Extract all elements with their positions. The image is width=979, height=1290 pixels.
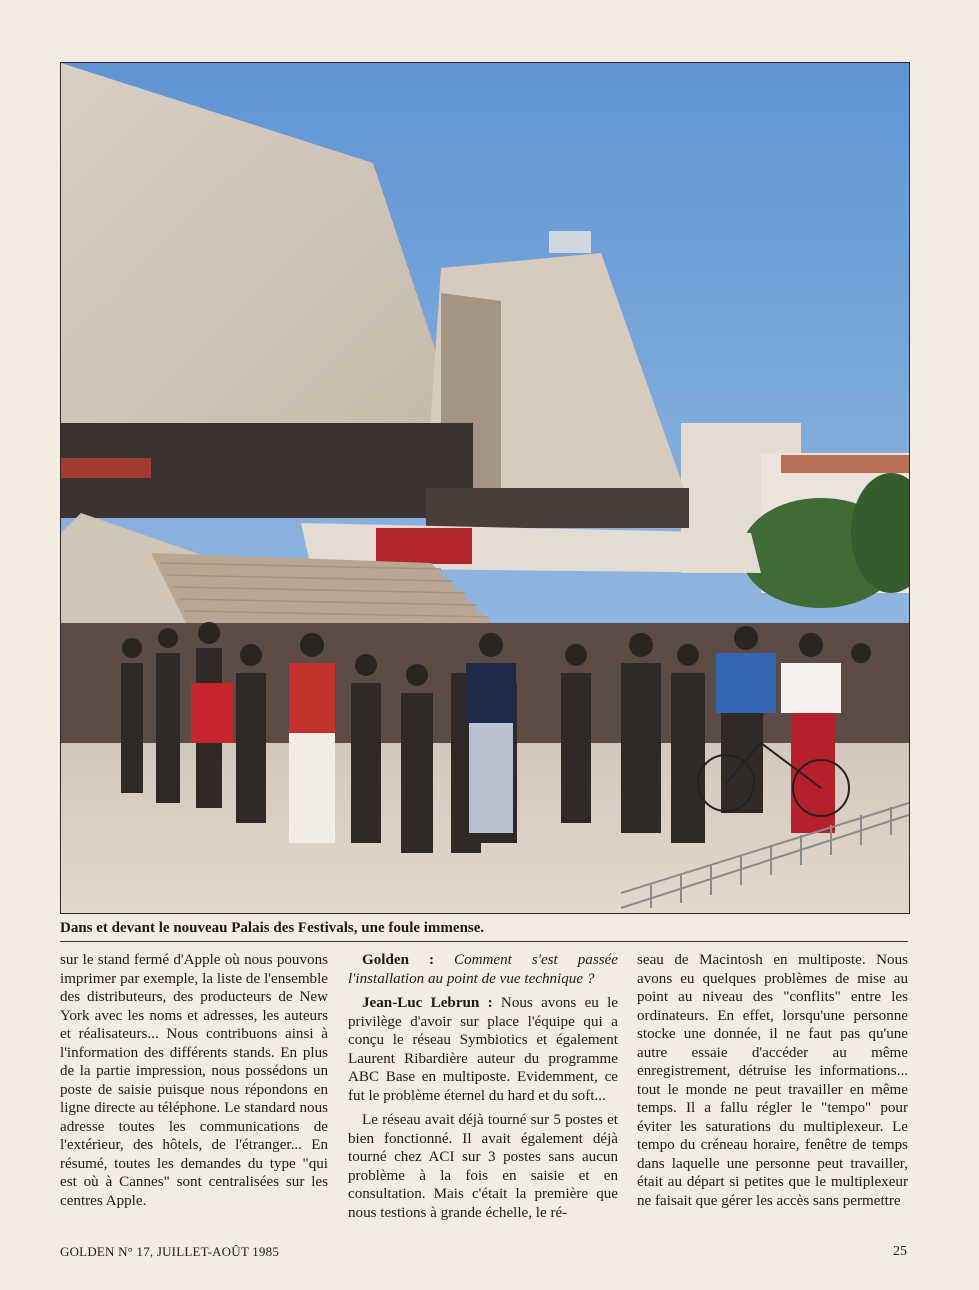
festival-palace-photo	[60, 62, 910, 914]
answer-paragraph-1: Nous avons eu le privilège d'avoir sur place l'équipe qui a conçu le réseau Symbiotics et également Laurent Ribardière auteur du programme ABC Base en multiposte. Evidemment, ce fut le problème éternel du hard et du soft...	[348, 995, 618, 1104]
page-number: 25	[893, 1244, 907, 1259]
answer-paragraph-2: Le réseau avait déjà tourné sur 5 postes et bien fonctionné. Il avait également déjà tourné chez ACI sur 3 postes sans aucun problème à la fois en saisie et en consultation. Mais c'était la première que nous testions à grande échelle, le ré-	[348, 1112, 618, 1221]
interviewer-name: Golden :	[362, 952, 434, 968]
column-1-text: sur le stand fermé d'Apple où nous pouvons imprimer par exemple, la liste de l'ensemble des distributeurs, des producteurs de New York avec les noms et adresses, les auteurs et réalisateurs... Nous contribuons ainsi à l'information des différents stands. En plus de la partie impression, nous possédons un poste de saisie puisque nous répondons en ligne directe au téléphone. Le standard nous adresse toutes les communications de l'extérieur, des hôtels, de l'étranger... En résumé, toutes les demandes du type "qui est où à Cannes" sont centralisées sur les centres Apple.	[60, 952, 328, 1209]
interview-answer	[348, 994, 618, 1105]
caption-divider	[60, 941, 908, 942]
article-column-2	[348, 951, 618, 1222]
article-column-1	[60, 951, 328, 1210]
column-3-text: seau de Macintosh en multiposte. Nous avons eu quelques problèmes de mise au point au niveau des "conflits" entre les ordinateurs. En effet, lorsqu'une personne stocke une donnée, il ne faut pas qu'une autre essaie d'accéder au même enregistrement, détruise les informations... tout le monde ne peut travailler en même temps. Il a fallu régler le "tempo" pour éviter les saturations du multiplexeur. Le tempo du créneau horaire, fenêtre de temps dans laquelle une personne peut travailler, était au départ si petites que le multiplexeur ne faisait que gérer les accès sans permettre	[637, 952, 908, 1209]
interview-question	[348, 951, 618, 988]
magazine-footer: GOLDEN N° 17, JUILLET-AOÛT 1985	[60, 1244, 280, 1259]
question-text: Comment s'est passée l'installation au point de vue technique ?	[348, 952, 618, 987]
article-column-3	[637, 951, 908, 1210]
photo-caption: Dans et devant le nouveau Palais des Festivals, une foule immense.	[60, 920, 485, 936]
interviewee-name: Jean-Luc Lebrun :	[362, 995, 493, 1011]
